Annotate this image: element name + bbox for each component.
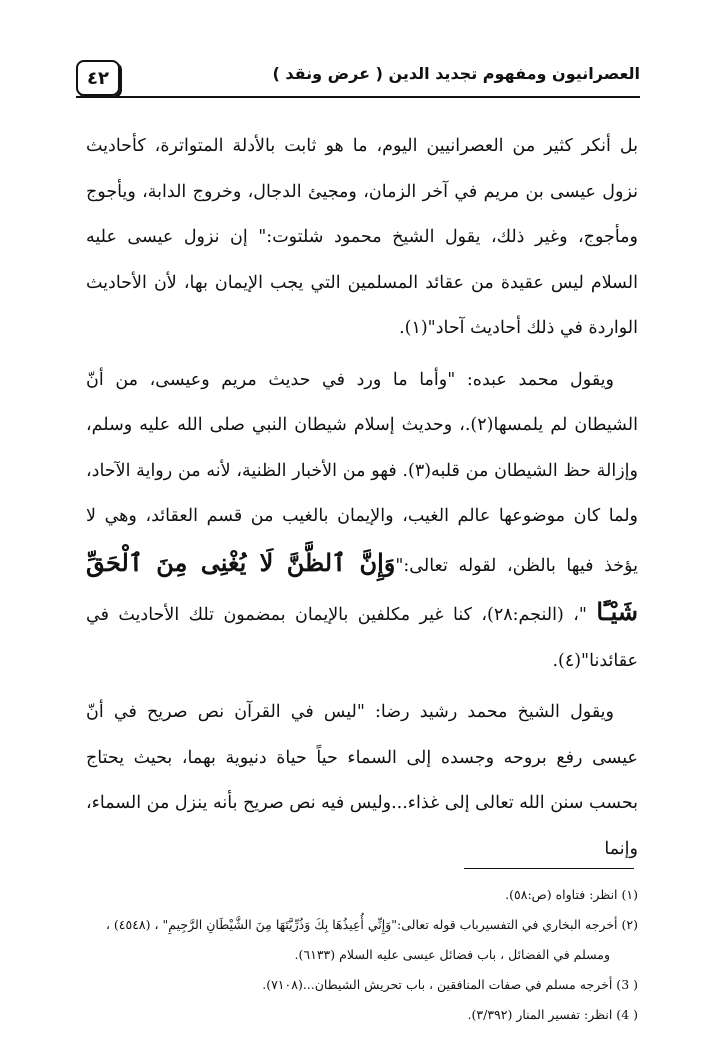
header-rule [76, 96, 640, 98]
footnote-2-continuation: ومسلم في الفضائل ، باب فضائل عيسى عليه السلام (٦١٣٣). [294, 947, 610, 962]
running-title: العصرانيون ومفهوم تجديد الدين ( عرض ونقد ) [272, 64, 640, 83]
footnote-1: (١) انظر: فتاواه (ص:٥٨). [505, 887, 638, 902]
footnote-rule [464, 868, 634, 869]
paragraph-2 [86, 358, 638, 685]
footnote-2: (٢) أخرجه البخاري في التفسيرباب قوله تعالى:"وَإِنِّي أُعِيذُهَا بِكَ وَذُرِّيَّتَهَا مِنَ الشَّيْطَانِ الرَّجِيمِ" ، (٤٥٤٨) ، [105, 917, 638, 932]
paragraph-2-lead: ويقول محمد عبده: "وأما ما ورد في حديث مريم وعيسى، من أنّ الشيطان لم يلمسها(٢).، وحديث إسلام شيطان النبي صلى الله عليه وسلم، وإزالة حظ الشيطان من قلبه(٣). فهو من الأخبار الظنية، لأنه من رواية الآحاد، ولما كان موضوعها عالم الغيب، والإيمان بالغيب من قسم العقائد، وهي لا يؤخذ فيها بالظن، لقوله تعالى:" [86, 369, 638, 576]
paragraph-2-tail: "، (النجم:٢٨)، كنا غير مكلفين بالإيمان بمضمون تلك الأحاديث في عقائدنا"(٤). [86, 605, 638, 671]
paragraph-1: بل أنكر كثير من العصرانيين اليوم، ما هو ثابت بالأدلة المتواترة، كأحاديث نزول عيسى بن مريم في آخر الزمان، ومجيئ الدجال، وخروج الدابة، ويأجوج ومأجوج، وغير ذلك، يقول الشيخ محمود شلتوت:" إن نزول عيسى عليه السلام ليس عقيدة من عقائد المسلمين التي يجب الإيمان بها، لأن الأحاديث الواردة في ذلك أحاديث آحاد"(١). [86, 136, 638, 338]
footnote-3: ( 3) أخرجه مسلم في صفات المنافقين ، باب تحريش الشيطان...(٧١٠٨). [262, 977, 638, 992]
footnote-4: ( 4) انظر: تفسير المنار (٣/٣٩٢). [467, 1007, 638, 1022]
quran-verse: وَإِنَّ ٱلظَّنَّ لَا يُغْنِى مِنَ ٱلْحَقِّ شَيْـًٔا [86, 547, 639, 626]
body-text [86, 124, 638, 872]
page-number: ٤٢ [76, 60, 120, 96]
paragraph-3: ويقول الشيخ محمد رشيد رضا: "ليس في القرآن نص صريح في أنّ عيسى رفع بروحه وجسده إلى السماء حياً حياة دنيوية بهما، بحيث يحتاج بحسب سنن الله تعالى إلى غذاء...وليس فيه نص صريح بأنه ينزل من السماء، وإنما [85, 702, 638, 859]
footnotes [86, 880, 638, 1030]
